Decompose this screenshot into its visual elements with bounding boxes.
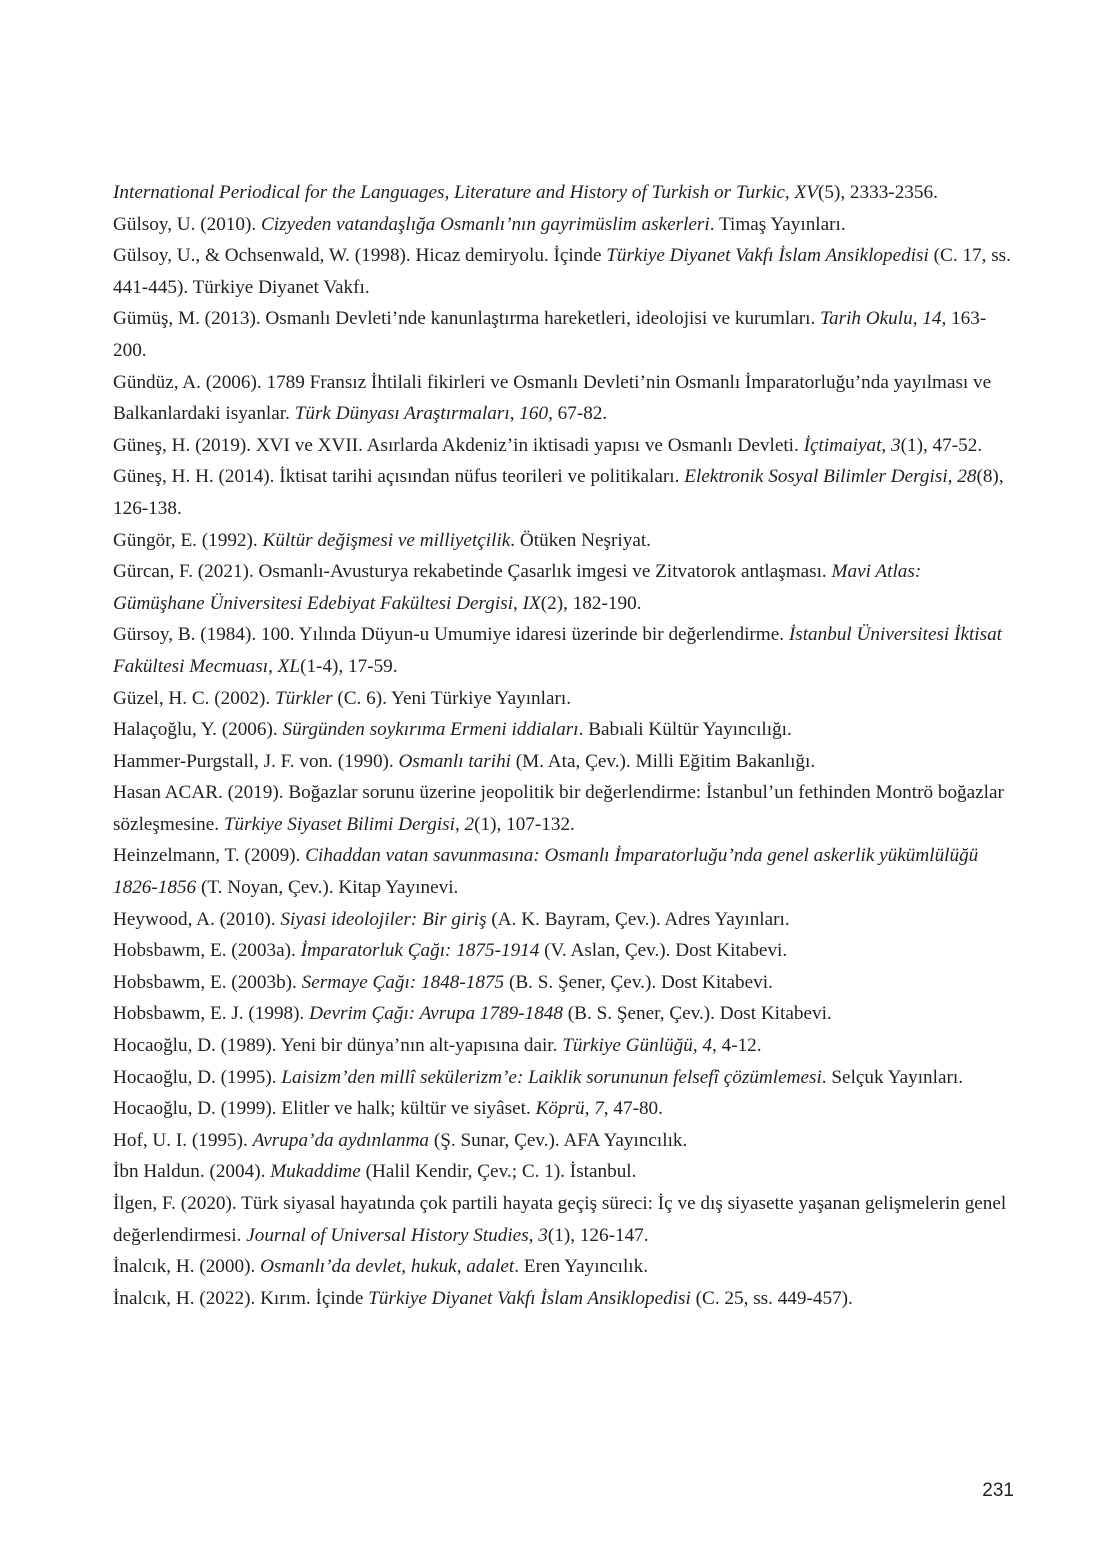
- reference-text: Heinzelmann, T. (2009).: [113, 845, 306, 867]
- reference-entry: [113, 1030, 1013, 1062]
- reference-text: Hof, U. I. (1995).: [113, 1129, 253, 1151]
- reference-text: (8), 126-138.: [113, 466, 1004, 519]
- reference-text: . Babıali Kültür Yayıncılığı.: [578, 719, 792, 741]
- reference-text: İlgen, F. (2020). Türk siyasal hayatında çok partili hayata geçiş süreci: İç ve dış siyasette yaşanan gelişmelerin genel değerlendirmesi.: [113, 1193, 1007, 1246]
- reference-italic-text: XL: [277, 655, 301, 677]
- reference-italic-text: Mavi Atlas: Gümüşhane Üniversitesi Edebiyat Fakültesi Dergisi: [113, 561, 922, 614]
- reference-entry: [113, 1125, 1013, 1157]
- reference-text: (Halil Kendir, Çev.; C. 1). İstanbul.: [360, 1161, 637, 1183]
- reference-text: ,: [454, 813, 465, 835]
- reference-text: (C. 17, ss. 441-445). Türkiye Diyanet Vakfı.: [113, 245, 1011, 298]
- reference-text: Güneş, H. (2019). XVI ve XVII. Asırlarda Akdeniz’in iktisadi yapısı ve Osmanlı Devleti.: [113, 434, 804, 456]
- reference-entry: [113, 177, 1013, 209]
- reference-italic-text: 28: [957, 466, 977, 488]
- reference-entry: [113, 556, 1013, 619]
- reference-italic-text: Köprü: [535, 1098, 585, 1120]
- reference-text: ,: [784, 182, 795, 203]
- reference-italic-text: Türkiye Diyanet Vakfı İslam Ansiklopedisi: [368, 1287, 691, 1309]
- reference-text: (M. Ata, Çev.). Milli Eğitim Bakanlığı.: [511, 750, 816, 772]
- reference-italic-text: 4: [702, 1035, 712, 1057]
- reference-text: (T. Noyan, Çev.). Kitap Yayınevi.: [196, 877, 459, 899]
- reference-text: ,: [528, 1224, 539, 1246]
- reference-text: Gümüş, M. (2013). Osmanlı Devleti’nde kanunlaştırma hareketleri, ideolojisi ve kurumları.: [113, 308, 821, 330]
- reference-text: ,: [912, 308, 923, 330]
- reference-text: İbn Haldun. (2004).: [113, 1161, 271, 1183]
- reference-text: (C. 6). Yeni Türkiye Yayınları.: [332, 687, 571, 709]
- reference-text: Halaçoğlu, Y. (2006).: [113, 719, 283, 741]
- reference-entry: [113, 840, 1013, 903]
- reference-italic-text: Mukaddime: [270, 1161, 361, 1183]
- reference-text: (1), 107-132.: [474, 813, 575, 835]
- reference-text: (1), 126-147.: [547, 1224, 649, 1246]
- reference-text: Gülsoy, U., & Ochsenwald, W. (1998). Hicaz demiryolu. İçinde: [113, 245, 607, 267]
- reference-text: , 4-12.: [712, 1035, 762, 1057]
- reference-text: . Eren Yayıncılık.: [514, 1256, 649, 1278]
- reference-italic-text: XV: [794, 182, 818, 203]
- reference-text: Hammer-Purgstall, J. F. von. (1990).: [113, 750, 399, 772]
- reference-entry: [113, 240, 1013, 303]
- reference-text: İnalcık, H. (2022). Kırım. İçinde: [113, 1287, 369, 1309]
- reference-text: (2), 182-190.: [540, 592, 642, 614]
- reference-text: (C. 25, ss. 449-457).: [690, 1287, 853, 1309]
- reference-italic-text: Osmanlı tarihi: [398, 750, 511, 772]
- reference-italic-text: International Periodical for the Languages, Literature and History of Turkish or Turkic: [113, 182, 785, 203]
- reference-text: Hocaoğlu, D. (1995).: [113, 1066, 282, 1088]
- reference-entry: [113, 1283, 1013, 1315]
- reference-italic-text: Kültür değişmesi ve milliyetçilik: [262, 529, 511, 551]
- reference-italic-text: Sürgünden soykırıma Ermeni iddiaları: [282, 719, 579, 741]
- reference-italic-text: 3: [891, 434, 901, 456]
- reference-entry: [113, 967, 1013, 999]
- reference-text: ,: [881, 434, 891, 456]
- reference-italic-text: Osmanlı’da devlet, hukuk, adalet: [260, 1256, 515, 1278]
- reference-text: , 47-80.: [603, 1098, 663, 1120]
- reference-italic-text: Siyasi ideolojiler: Bir giriş: [280, 908, 487, 930]
- reference-entry: [113, 1093, 1013, 1125]
- reference-italic-text: Türk Dünyası Araştırmaları: [294, 403, 510, 425]
- reference-entry: [113, 619, 1013, 682]
- reference-text: Güzel, H. C. (2002).: [113, 687, 275, 709]
- reference-italic-text: Türkler: [275, 687, 333, 709]
- reference-italic-text: 2: [464, 813, 475, 835]
- reference-text: İnalcık, H. (2000).: [113, 1256, 261, 1278]
- reference-entry: [113, 904, 1013, 936]
- reference-entry: [113, 430, 1013, 462]
- reference-entry: [113, 683, 1013, 715]
- reference-text: (V. Aslan, Çev.). Dost Kitabevi.: [539, 940, 788, 962]
- reference-italic-text: Türkiye Diyanet Vakfı İslam Ansiklopedisi: [606, 245, 929, 267]
- reference-text: , 163-200.: [113, 308, 987, 361]
- reference-text: ,: [692, 1035, 703, 1057]
- reference-entry: [113, 303, 1013, 366]
- reference-text: , 67-82.: [548, 403, 608, 425]
- reference-entry: [113, 746, 1013, 778]
- reference-text: Gülsoy, U. (2010).: [113, 213, 261, 235]
- reference-text: Hocaoğlu, D. (1989). Yeni bir dünya’nın alt-yapısına dair.: [113, 1035, 563, 1057]
- reference-italic-text: İstanbul Üniversitesi İktisat Fakültesi Mecmuası: [113, 624, 1003, 677]
- reference-entry: [113, 209, 1013, 241]
- reference-italic-text: Devrim Çağı: Avrupa 1789-1848: [309, 1003, 563, 1025]
- reference-italic-text: Laisizm’den millî sekülerizm’e: Laiklik sorununun felsefî çözümlemesi: [281, 1066, 822, 1088]
- reference-italic-text: Türkiye Siyaset Bilimi Dergisi: [223, 813, 455, 835]
- reference-entry: [113, 935, 1013, 967]
- reference-entry: [113, 714, 1013, 746]
- reference-text: Hocaoğlu, D. (1999). Elitler ve halk; kültür ve siyâset.: [113, 1098, 536, 1120]
- reference-text: ,: [268, 655, 278, 677]
- reference-text: Hobsbawm, E. (2003b).: [113, 971, 302, 993]
- reference-text: ,: [513, 592, 523, 614]
- reference-entry: [113, 367, 1013, 430]
- reference-list: [113, 177, 1013, 1314]
- reference-italic-text: İçtimaiyat: [803, 434, 882, 456]
- reference-text: ,: [584, 1098, 595, 1120]
- reference-text: (1-4), 17-59.: [300, 655, 398, 677]
- reference-text: (5), 2333-2356.: [817, 182, 938, 203]
- reference-italic-text: Tarih Okulu: [820, 308, 913, 330]
- reference-text: (Ş. Sunar, Çev.). AFA Yayıncılık.: [429, 1129, 688, 1151]
- reference-italic-text: 7: [594, 1098, 604, 1120]
- reference-text: Hasan ACAR. (2019). Boğazlar sorunu üzerine jeopolitik bir değerlendirme: İstanbul’un fethinden Montrö boğazlar sözleşmesine.: [113, 782, 1004, 835]
- reference-italic-text: Journal of Universal History Studies: [246, 1224, 529, 1246]
- reference-text: ,: [509, 403, 520, 425]
- reference-text: . Selçuk Yayınları.: [821, 1066, 964, 1088]
- reference-entry: [113, 998, 1013, 1030]
- reference-entry: [113, 1156, 1013, 1188]
- reference-italic-text: Cihaddan vatan savunmasına: Osmanlı İmparatorluğu’nda genel askerlik yükümlülüğü 1826-1856: [113, 845, 979, 899]
- reference-text: Güngör, E. (1992).: [113, 529, 263, 551]
- reference-text: Heywood, A. (2010).: [113, 908, 281, 930]
- reference-text: . Timaş Yayınları.: [709, 213, 846, 235]
- reference-italic-text: 3: [538, 1224, 548, 1246]
- reference-italic-text: Cizyeden vatandaşlığa Osmanlı’nın gayrimüslim askerleri: [260, 213, 710, 235]
- reference-italic-text: Elektronik Sosyal Bilimler Dergisi: [684, 466, 948, 488]
- reference-entry: [113, 1251, 1013, 1283]
- reference-text: (A. K. Bayram, Çev.). Adres Yayınları.: [486, 908, 790, 930]
- reference-italic-text: Avrupa’da aydınlanma: [252, 1129, 430, 1151]
- reference-entry: [113, 461, 1013, 524]
- reference-text: Hobsbawm, E. (2003a).: [113, 940, 301, 962]
- reference-italic-text: İmparatorluk Çağı: 1875-1914: [300, 940, 540, 962]
- reference-text: ,: [947, 466, 958, 488]
- reference-italic-text: Türkiye Günlüğü: [562, 1035, 693, 1057]
- reference-text: . Ötüken Neşriyat.: [510, 529, 651, 551]
- reference-text: (B. S. Şener, Çev.). Dost Kitabevi.: [504, 971, 773, 993]
- reference-text: Güneş, H. H. (2014). İktisat tarihi açısından nüfus teorileri ve politikaları.: [113, 466, 685, 488]
- reference-italic-text: IX: [522, 592, 541, 614]
- reference-text: Gündüz, A. (2006). 1789 Fransız İhtilali fikirleri ve Osmanlı Devleti’nin Osmanlı İmparatorluğu’nda yayılması ve Balkanlardaki isyanlar.: [113, 371, 992, 425]
- reference-text: Hobsbawm, E. J. (1998).: [113, 1003, 310, 1025]
- reference-text: (1), 47-52.: [900, 434, 983, 456]
- reference-text: (B. S. Şener, Çev.). Dost Kitabevi.: [562, 1003, 832, 1025]
- reference-entry: [113, 777, 1013, 840]
- reference-entry: [113, 1188, 1013, 1251]
- reference-italic-text: 14: [922, 308, 942, 330]
- reference-text: Gürsoy, B. (1984). 100. Yılında Düyun-u Umumiye idaresi üzerinde bir değerlendirme.: [113, 624, 789, 646]
- reference-entry: [113, 1062, 1013, 1094]
- page-number: 231: [982, 1480, 1014, 1501]
- reference-text: Gürcan, F. (2021). Osmanlı-Avusturya rekabetinde Çasarlık imgesi ve Zitvatorok antlaşması.: [113, 561, 832, 583]
- reference-entry: [113, 525, 1013, 557]
- reference-italic-text: 160: [519, 403, 549, 425]
- reference-italic-text: Sermaye Çağı: 1848-1875: [301, 971, 505, 993]
